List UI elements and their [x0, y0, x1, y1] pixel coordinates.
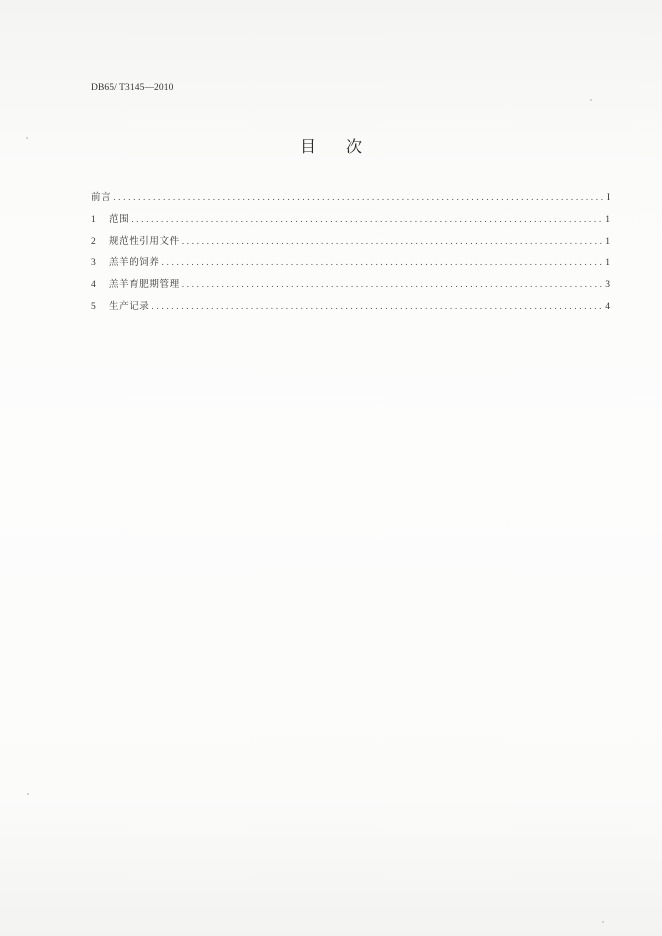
toc-entry-5[interactable] [91, 298, 610, 320]
toc-entry-label: 生产记录 [109, 300, 150, 312]
toc-title [0, 134, 662, 157]
toc-leader-dots [182, 280, 603, 290]
toc-entry-page: 1 [605, 258, 610, 269]
scan-speck [27, 793, 29, 795]
toc-entry-label: 羔羊育肥期管理 [109, 279, 180, 291]
toc-entry-4[interactable] [91, 276, 610, 298]
toc-entry-number: 1 [91, 214, 96, 225]
toc-entry-label: 规范性引用文件 [109, 235, 180, 247]
toc-entry-page: 3 [605, 280, 610, 291]
toc-entry-1[interactable] [91, 211, 610, 233]
scan-speck [602, 921, 604, 923]
toc-entry-label: 范围 [109, 213, 130, 225]
toc-entry-page: 1 [605, 214, 610, 225]
toc-leader-dots [162, 258, 603, 268]
toc-entry-page: 4 [605, 301, 610, 312]
toc-entry-preface[interactable] [91, 189, 610, 211]
toc-leader-dots [131, 215, 602, 225]
toc-title-char-2: 次 [346, 137, 363, 156]
toc-entry-number: 4 [91, 280, 96, 291]
toc-entry-number: 2 [91, 236, 96, 247]
toc-entry-page: I [606, 193, 610, 203]
document-code: DB65/ T3145—2010 [91, 83, 174, 93]
toc-leader-dots [113, 193, 604, 203]
table-of-contents [91, 189, 610, 320]
toc-entry-label: 羔羊的饲养 [109, 257, 160, 269]
toc-leader-dots [151, 302, 602, 312]
toc-title-char-1: 目 [299, 137, 316, 156]
toc-leader-dots [182, 237, 603, 247]
scan-speck [26, 137, 28, 139]
toc-entry-page: 1 [605, 236, 610, 247]
toc-entry-2[interactable] [91, 233, 610, 255]
scan-speck [590, 99, 592, 101]
toc-entry-number: 3 [91, 258, 96, 269]
toc-entry-3[interactable] [91, 254, 610, 276]
toc-entry-label: 前言 [91, 192, 112, 203]
toc-entry-number: 5 [91, 301, 96, 312]
